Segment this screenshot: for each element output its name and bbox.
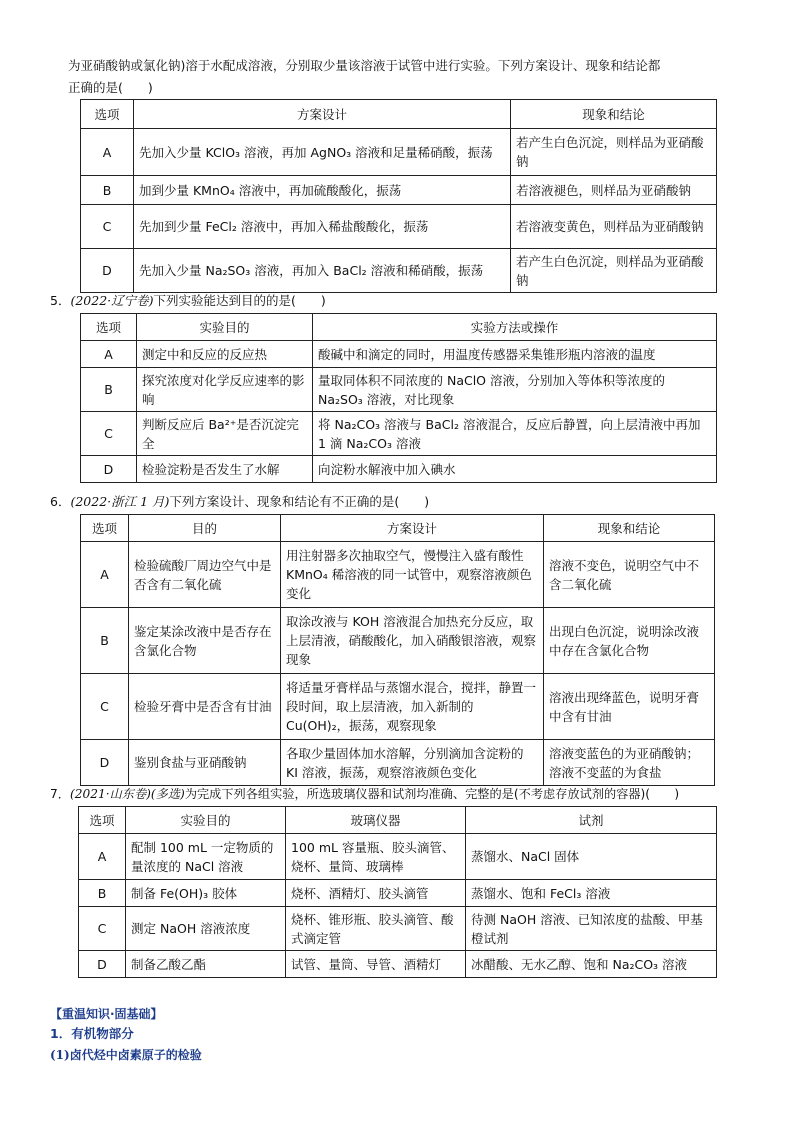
table-cell: 先加入少量 Na₂SO₃ 溶液，再加入 BaCl₂ 溶液和稀硝酸，振荡 bbox=[134, 249, 511, 293]
q4-header-result: 现象和结论 bbox=[511, 100, 717, 129]
table-cell: 蒸馏水、饱和 FeCl₃ 溶液 bbox=[466, 880, 717, 907]
table-cell: C bbox=[79, 907, 126, 951]
table-cell: B bbox=[81, 176, 134, 205]
q5-header-option: 选项 bbox=[81, 314, 137, 341]
question-text: 下列实验能达到目的的是( ) bbox=[153, 293, 326, 308]
table-cell: 溶液不变色，说明空气中不含二氧化硫 bbox=[544, 542, 715, 608]
table-cell: 判断反应后 Ba²⁺是否沉淀完全 bbox=[137, 412, 313, 456]
q5-stem bbox=[50, 291, 326, 311]
q7-header-glassware: 玻璃仪器 bbox=[286, 807, 466, 834]
table-cell: 用注射器多次抽取空气，慢慢注入盛有酸性 KMnO₄ 稀溶液的同一试管中，观察溶液颜色变化 bbox=[281, 542, 544, 608]
table-cell: B bbox=[79, 880, 126, 907]
table-cell: 取涂改液与 KOH 溶液混合加热充分反应，取上层清液，硝酸酸化，加入硝酸银溶液，观察现象 bbox=[281, 608, 544, 674]
q6-header-purpose: 目的 bbox=[129, 515, 281, 542]
q4-intro-line2: 正确的是( ) bbox=[68, 80, 153, 95]
table-cell: C bbox=[81, 205, 134, 249]
q5-header-purpose: 实验目的 bbox=[137, 314, 313, 341]
q6-stem bbox=[50, 492, 429, 512]
table-cell: 配制 100 mL 一定物质的量浓度的 NaCl 溶液 bbox=[126, 834, 286, 880]
q5-table bbox=[80, 313, 717, 483]
table-cell: A bbox=[81, 542, 129, 608]
question-number: 7． bbox=[50, 787, 70, 801]
table-cell: A bbox=[79, 834, 126, 880]
table-cell: 冰醋酸、无水乙醇、饱和 Na₂CO₃ 溶液 bbox=[466, 951, 717, 978]
table-cell: 若溶液变黄色，则样品为亚硝酸钠 bbox=[511, 205, 717, 249]
table-cell: A bbox=[81, 341, 137, 368]
table-cell: C bbox=[81, 674, 129, 740]
question-text: 为完成下列各组实验，所选玻璃仪器和试剂均准确、完整的是(不考虑存放试剂的容器)( ) bbox=[184, 787, 680, 801]
table-cell: 酸碱中和滴定的同时，用温度传感器采集锥形瓶内溶液的温度 bbox=[313, 341, 717, 368]
table-cell: 待测 NaOH 溶液、已知浓度的盐酸、甲基橙试剂 bbox=[466, 907, 717, 951]
table-cell: 制备 Fe(OH)₃ 胶体 bbox=[126, 880, 286, 907]
table-cell: 向淀粉水解液中加入碘水 bbox=[313, 456, 717, 483]
table-cell: 蒸馏水、NaCl 固体 bbox=[466, 834, 717, 880]
table-cell: 鉴定某涂改液中是否存在含氯化合物 bbox=[129, 608, 281, 674]
table-cell: 烧杯、锥形瓶、胶头滴管、酸式滴定管 bbox=[286, 907, 466, 951]
table-cell: 检验硫酸厂周边空气中是否含有二氧化硫 bbox=[129, 542, 281, 608]
question-source: (2021·山东卷)(多选) bbox=[69, 787, 185, 801]
q4-header-design: 方案设计 bbox=[134, 100, 511, 129]
q6-header-option: 选项 bbox=[81, 515, 129, 542]
knowledge-heading-2: (1)卤代烃中卤素原子的检验 bbox=[50, 1048, 202, 1062]
table-cell: 鉴别食盐与亚硝酸钠 bbox=[129, 740, 281, 786]
table-cell: 若产生白色沉淀，则样品为亚硝酸钠 bbox=[511, 249, 717, 293]
table-cell: 将 Na₂CO₃ 溶液与 BaCl₂ 溶液混合，反应后静置，向上层清液中再加 1 滴 Na₂CO₃ 溶液 bbox=[313, 412, 717, 456]
q7-header-purpose: 实验目的 bbox=[126, 807, 286, 834]
table-cell: B bbox=[81, 368, 137, 412]
table-cell: 试管、量筒、导管、酒精灯 bbox=[286, 951, 466, 978]
q7-header-reagent: 试剂 bbox=[466, 807, 717, 834]
table-cell: C bbox=[81, 412, 137, 456]
table-cell: A bbox=[81, 129, 134, 176]
q4-table bbox=[80, 99, 717, 293]
knowledge-section-title: 【重温知识·固基础】 bbox=[50, 1007, 163, 1021]
q5-header-method: 实验方法或操作 bbox=[313, 314, 717, 341]
table-cell: 探究浓度对化学反应速率的影响 bbox=[137, 368, 313, 412]
table-cell: 测定中和反应的反应热 bbox=[137, 341, 313, 368]
question-number: 5． bbox=[50, 293, 71, 308]
table-cell: 各取少量固体加水溶解，分别滴加含淀粉的 KI 溶液，振荡，观察溶液颜色变化 bbox=[281, 740, 544, 786]
table-cell: 100 mL 容量瓶、胶头滴管、烧杯、量筒、玻璃棒 bbox=[286, 834, 466, 880]
q4-header-option: 选项 bbox=[81, 100, 134, 129]
knowledge-heading-1: 1．有机物部分 bbox=[50, 1026, 134, 1041]
table-cell: 将适量牙膏样品与蒸馏水混合，搅拌，静置一段时间，取上层清液，加入新制的 Cu(OH)₂，振荡，观察现象 bbox=[281, 674, 544, 740]
q6-header-design: 方案设计 bbox=[281, 515, 544, 542]
table-cell: 测定 NaOH 溶液浓度 bbox=[126, 907, 286, 951]
table-cell: D bbox=[79, 951, 126, 978]
table-cell: 制备乙酸乙酯 bbox=[126, 951, 286, 978]
q7-stem bbox=[50, 784, 679, 804]
q6-table bbox=[80, 514, 715, 786]
table-cell: 溶液变蓝色的为亚硝酸钠；溶液不变蓝的为食盐 bbox=[544, 740, 715, 786]
table-cell: 烧杯、酒精灯、胶头滴管 bbox=[286, 880, 466, 907]
table-cell: 量取同体积不同浓度的 NaClO 溶液，分别加入等体积等浓度的 Na₂SO₃ 溶液，对比现象 bbox=[313, 368, 717, 412]
table-cell: 先加到少量 FeCl₂ 溶液中，再加入稀盐酸酸化，振荡 bbox=[134, 205, 511, 249]
table-cell: B bbox=[81, 608, 129, 674]
table-cell: 检验牙膏中是否含有甘油 bbox=[129, 674, 281, 740]
table-cell: 检验淀粉是否发生了水解 bbox=[137, 456, 313, 483]
q6-header-result: 现象和结论 bbox=[544, 515, 715, 542]
question-source: (2022·辽宁卷) bbox=[70, 293, 154, 308]
table-cell: 先加入少量 KClO₃ 溶液，再加 AgNO₃ 溶液和足量稀硝酸，振荡 bbox=[134, 129, 511, 176]
q7-header-option: 选项 bbox=[79, 807, 126, 834]
table-cell: 若产生白色沉淀，则样品为亚硝酸钠 bbox=[511, 129, 717, 176]
table-cell: D bbox=[81, 249, 134, 293]
q7-table bbox=[78, 806, 717, 978]
table-cell: 加到少量 KMnO₄ 溶液中，再加硫酸酸化，振荡 bbox=[134, 176, 511, 205]
table-cell: D bbox=[81, 740, 129, 786]
table-cell: 溶液出现绛蓝色，说明牙膏中含有甘油 bbox=[544, 674, 715, 740]
question-number: 6． bbox=[50, 494, 71, 509]
question-text: 下列方案设计、现象和结论有不正确的是( ) bbox=[169, 494, 430, 509]
table-cell: 出现白色沉淀，说明涂改液中存在含氯化合物 bbox=[544, 608, 715, 674]
q4-intro-line1: 为亚硝酸钠或氯化钠)溶于水配成溶液，分别取少量该溶液于试管中进行实验。下列方案设计、现象和结论都 bbox=[68, 58, 661, 73]
table-cell: D bbox=[81, 456, 137, 483]
question-source: (2022·浙江 1 月) bbox=[70, 494, 170, 509]
table-cell: 若溶液褪色，则样品为亚硝酸钠 bbox=[511, 176, 717, 205]
